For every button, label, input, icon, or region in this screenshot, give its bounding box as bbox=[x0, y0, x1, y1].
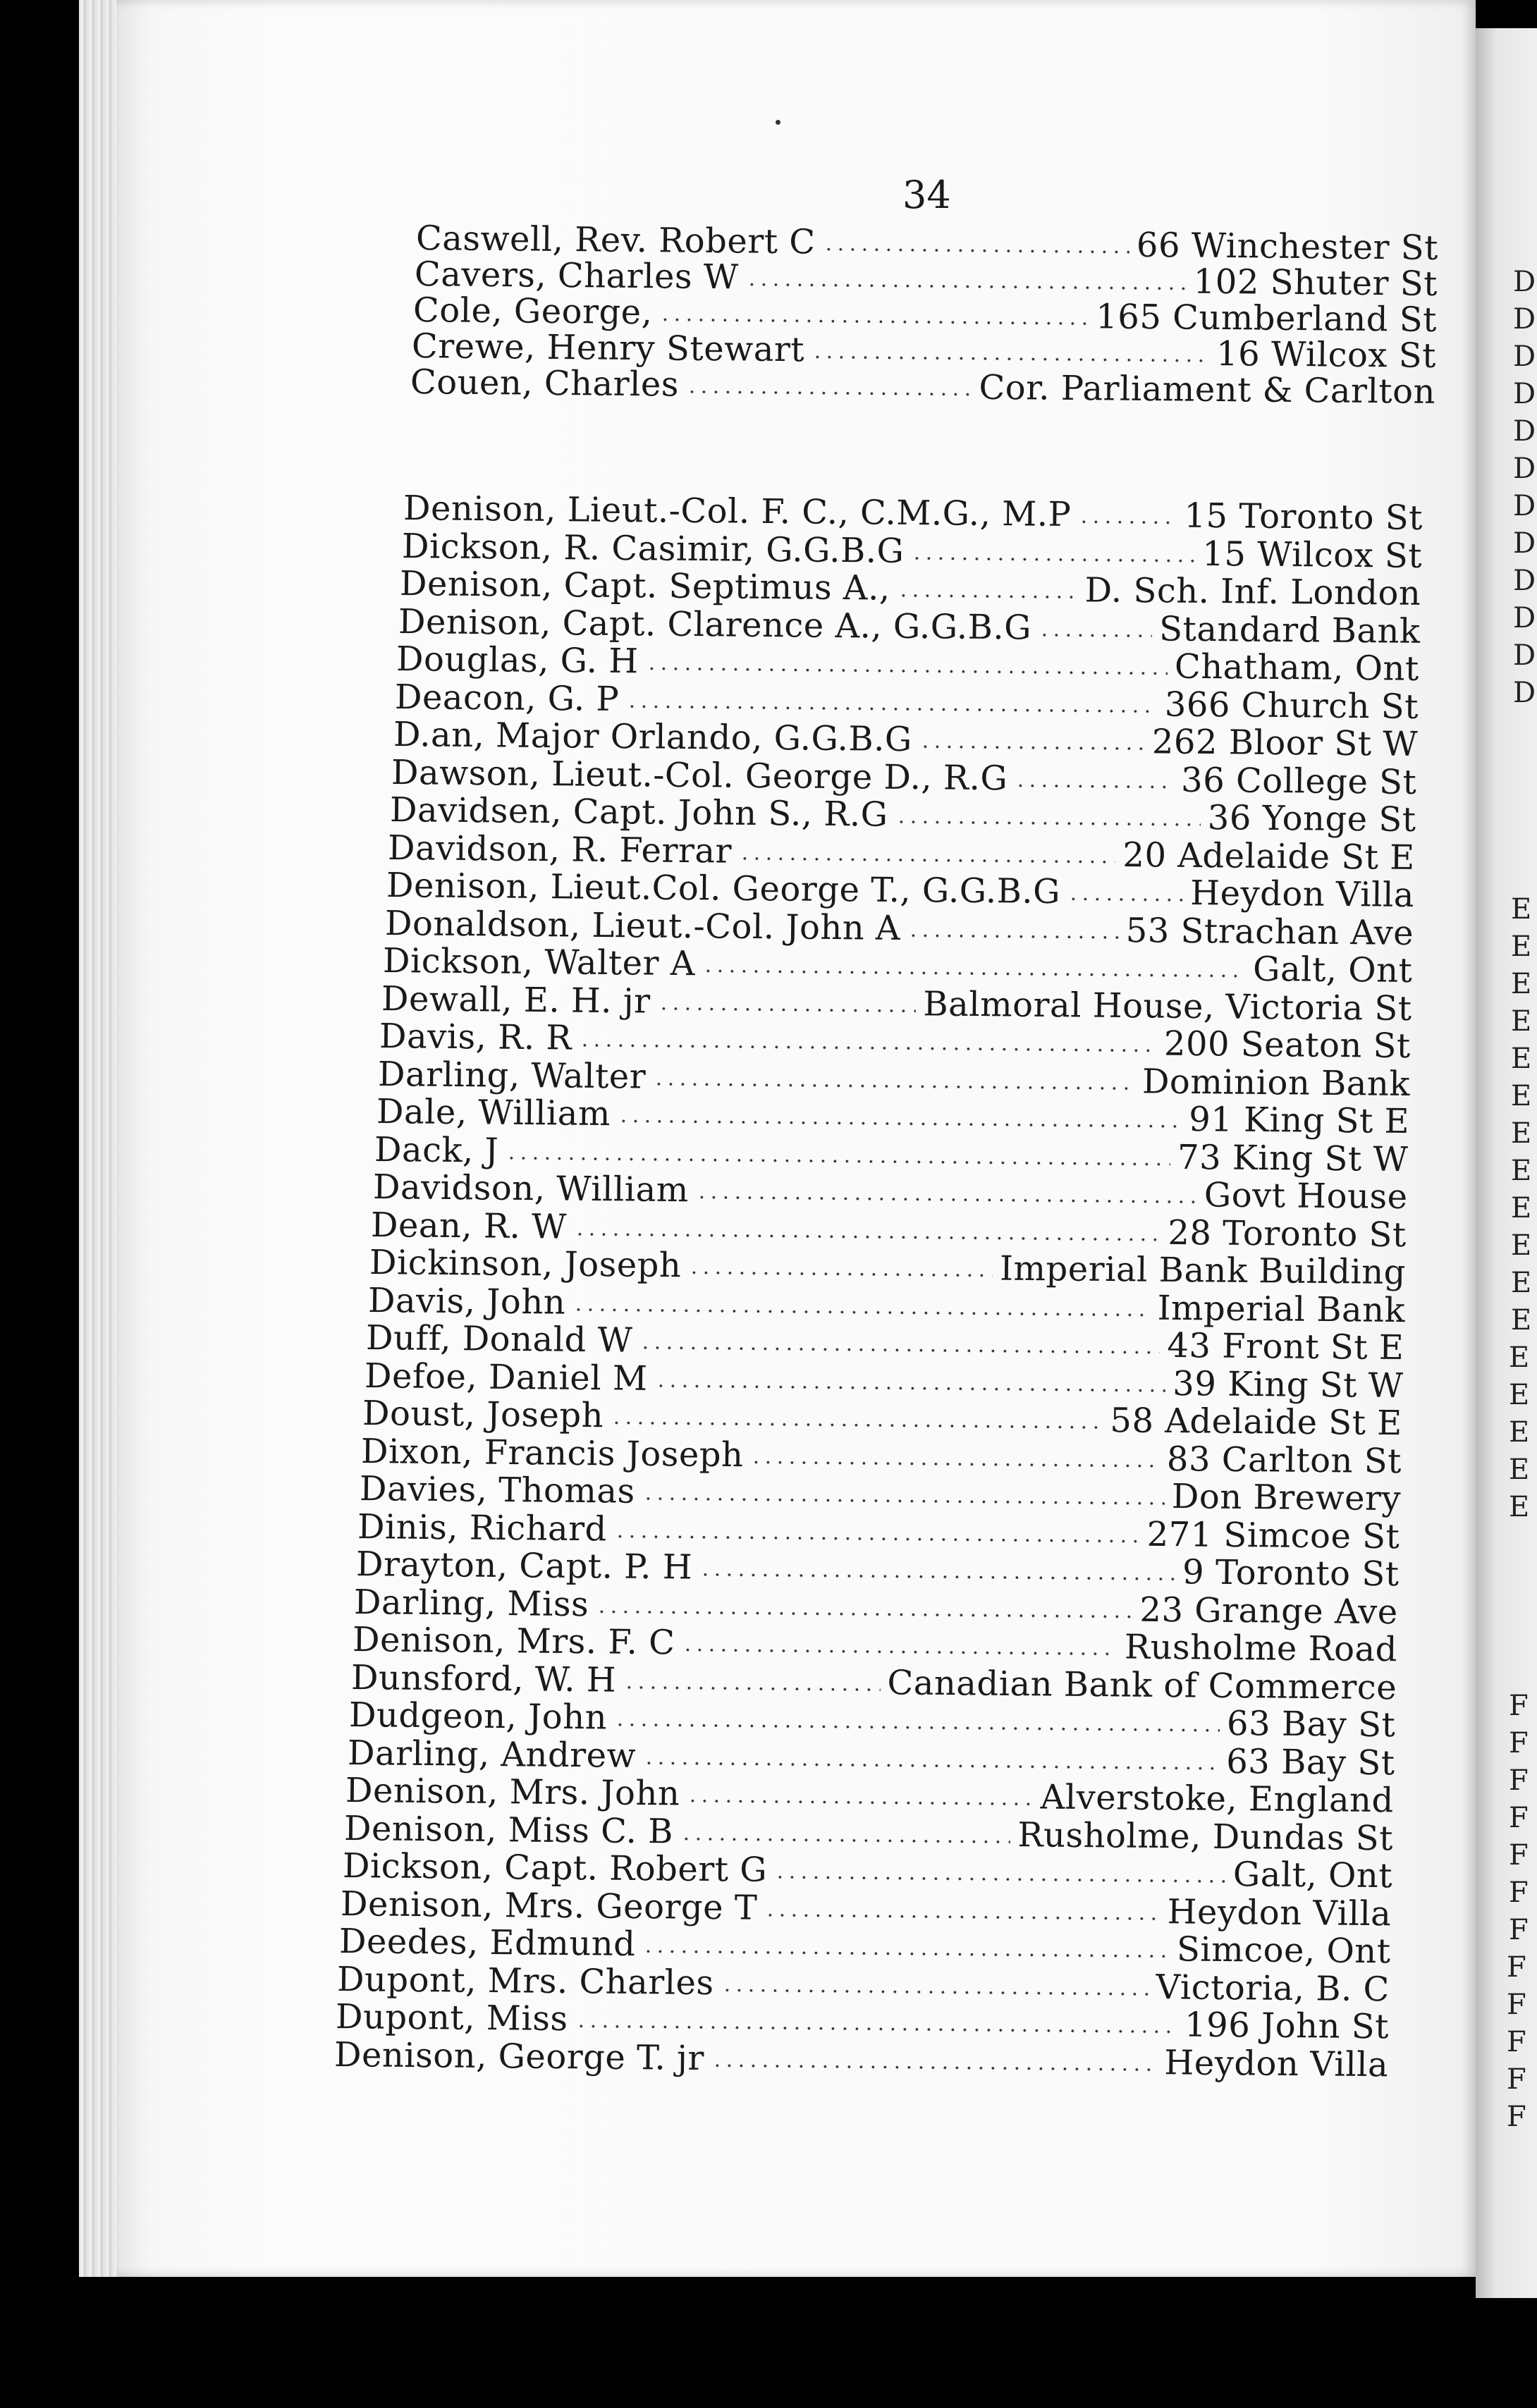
entry-address: 66 Winchester St bbox=[1136, 225, 1439, 268]
entry-name: Denison, Lieut.Col. George T., G.G.B.G bbox=[386, 866, 1061, 912]
entry-name: Douglas, G. H bbox=[396, 639, 639, 682]
entry-name: Dunsford, W. H bbox=[350, 1657, 616, 1700]
dot-leader bbox=[643, 1760, 1219, 1770]
entry-address: 102 Shuter St bbox=[1193, 262, 1438, 304]
entry-name: Davidson, R. Ferrar bbox=[388, 828, 733, 871]
facing-page-letter: E bbox=[1509, 1491, 1530, 1523]
facing-page-letter: D bbox=[1513, 490, 1536, 522]
entry-name: Dupont, Mrs. Charles bbox=[337, 1959, 715, 2003]
dot-leader bbox=[739, 856, 1116, 864]
entry-address: 91 King St E bbox=[1188, 1100, 1409, 1142]
facing-page-letter: F bbox=[1507, 2026, 1526, 2058]
dot-leader bbox=[774, 1875, 1226, 1884]
entry-address: 20 Adelaide St E bbox=[1122, 835, 1416, 878]
entry-name: Davis, R. R bbox=[379, 1016, 572, 1058]
facing-page-letter: E bbox=[1511, 1043, 1532, 1075]
directory-entry bbox=[410, 364, 1435, 411]
entry-address: Heydon Villa bbox=[1167, 1891, 1392, 1934]
facing-page-letter: E bbox=[1509, 1454, 1530, 1486]
entry-name: Denison, George T. jr bbox=[333, 2034, 704, 2078]
entry-name: Denison, Miss C. B bbox=[343, 1808, 674, 1851]
entry-name: Denison, Capt. Septimus A., bbox=[399, 564, 891, 608]
dot-leader bbox=[659, 317, 1089, 326]
entry-address: Simcoe, Ont bbox=[1176, 1929, 1391, 1972]
dot-leader bbox=[686, 390, 972, 397]
entry-address: 53 Strachan Ave bbox=[1125, 910, 1414, 953]
facing-page-letter: D bbox=[1513, 677, 1536, 709]
entry-name: Denison, Lieut.-Col. F. C., C.M.G., M.P bbox=[403, 489, 1072, 535]
dot-leader bbox=[898, 594, 1078, 599]
facing-page-letter: D bbox=[1513, 565, 1536, 597]
entry-name: Denison, Mrs. F. C bbox=[352, 1620, 675, 1663]
entry-name: Dewall, E. H. jr bbox=[381, 978, 651, 1021]
entry-name: Dickson, Walter A bbox=[382, 941, 696, 984]
entry-name: Cole, George, bbox=[412, 290, 653, 333]
entry-name: Crewe, Henry Stewart bbox=[411, 326, 805, 370]
entry-address: Rusholme Road bbox=[1124, 1627, 1398, 1670]
dot-leader bbox=[657, 1006, 916, 1013]
facing-page-letter: E bbox=[1509, 1341, 1530, 1374]
entry-name: Dinis, Richard bbox=[357, 1506, 608, 1549]
entry-name: Caswell, Rev. Robert C bbox=[415, 219, 816, 262]
entry-address: 63 Bay St bbox=[1225, 1741, 1395, 1783]
dot-leader bbox=[1039, 632, 1152, 638]
entry-address: 15 Toronto St bbox=[1184, 496, 1423, 538]
entry-name: Dawson, Lieut.-Col. George D., R.G bbox=[391, 752, 1008, 798]
dot-leader bbox=[596, 1609, 1132, 1618]
entry-name: Drayton, Capt. P. H bbox=[355, 1544, 693, 1587]
dot-leader bbox=[682, 1647, 1117, 1656]
facing-page-letter: F bbox=[1509, 1802, 1529, 1834]
facing-page-letter: F bbox=[1509, 1764, 1529, 1797]
facing-page-letter: D bbox=[1513, 415, 1536, 448]
dot-leader bbox=[614, 1534, 1140, 1543]
entry-name: Davis, John bbox=[367, 1280, 566, 1322]
entry-name: Dickson, Capt. Robert G bbox=[342, 1846, 767, 1890]
facing-page-letter: E bbox=[1511, 1117, 1532, 1150]
dot-leader bbox=[699, 1572, 1175, 1580]
entry-name: Davidson, William bbox=[372, 1167, 689, 1210]
entry-name: D.an, Major Orlando, G.G.B.G bbox=[393, 715, 912, 760]
entry-address: 262 Bloor St W bbox=[1151, 722, 1418, 764]
dot-leader bbox=[574, 1231, 1161, 1241]
dot-leader bbox=[695, 1195, 1196, 1204]
entry-address: Rusholme, Dundas St bbox=[1017, 1814, 1394, 1858]
entry-address: Galt, Ont bbox=[1232, 1855, 1392, 1896]
dot-leader bbox=[1015, 783, 1174, 789]
dot-leader bbox=[680, 1836, 1011, 1843]
dot-leader bbox=[907, 933, 1119, 939]
entry-address: 271 Simcoe St bbox=[1146, 1514, 1400, 1556]
dot-leader bbox=[750, 1460, 1160, 1468]
facing-page-letter: F bbox=[1509, 1876, 1529, 1909]
entry-address: 63 Bay St bbox=[1226, 1703, 1396, 1745]
facing-page-letter: E bbox=[1511, 1304, 1532, 1337]
entry-address: 366 Church St bbox=[1164, 684, 1419, 727]
dot-leader bbox=[822, 247, 1129, 254]
entry-name: Darling, Walter bbox=[377, 1054, 647, 1097]
entry-address: 58 Adelaide St E bbox=[1110, 1401, 1403, 1444]
entry-address: Dominion Bank bbox=[1141, 1061, 1411, 1104]
facing-page-letter: F bbox=[1507, 1951, 1526, 1984]
facing-page-letter: F bbox=[1509, 1914, 1529, 1946]
entry-name: Doust, Joseph bbox=[362, 1394, 604, 1436]
entry-name: Dixon, Francis Joseph bbox=[360, 1431, 744, 1475]
facing-page-letter: E bbox=[1511, 1192, 1532, 1224]
facing-page-letter: D bbox=[1513, 602, 1536, 634]
facing-page-letter: D bbox=[1513, 527, 1536, 560]
dot-leader bbox=[654, 1383, 1165, 1392]
facing-page-letter: E bbox=[1511, 930, 1532, 963]
facing-page-letter: F bbox=[1509, 1839, 1529, 1872]
entry-name: Cavers, Charles W bbox=[414, 254, 739, 297]
facing-page-letter: F bbox=[1507, 1989, 1526, 2021]
dot-leader bbox=[642, 1949, 1170, 1958]
facing-page-letter: E bbox=[1511, 1267, 1532, 1299]
facing-page-letter: D bbox=[1513, 340, 1536, 373]
entry-address: Heydon Villa bbox=[1163, 2042, 1388, 2084]
entry-address: 23 Grange Ave bbox=[1139, 1590, 1399, 1632]
entry-name: Davidsen, Capt. John S., R.G bbox=[389, 790, 888, 835]
directory-entry bbox=[333, 2034, 1388, 2084]
entry-address: 28 Toronto St bbox=[1168, 1212, 1407, 1255]
entry-address: 83 Carlton St bbox=[1166, 1439, 1402, 1481]
entry-address: 165 Cumberland St bbox=[1096, 297, 1438, 340]
dot-leader bbox=[579, 1043, 1157, 1053]
dot-leader bbox=[1078, 520, 1177, 524]
facing-page-letter: F bbox=[1509, 1690, 1529, 1722]
entry-address: 16 Wilcox St bbox=[1215, 333, 1437, 376]
entry-name: Donaldson, Lieut.-Col. John A bbox=[384, 903, 900, 948]
facing-page-letter: E bbox=[1511, 968, 1532, 1000]
facing-page-letter: D bbox=[1513, 453, 1536, 485]
dot-leader bbox=[702, 969, 1246, 978]
entry-address: 36 College St bbox=[1181, 760, 1417, 802]
entry-name: Defoe, Daniel M bbox=[364, 1356, 648, 1399]
entry-address: D. Sch. Inf. London bbox=[1084, 570, 1421, 613]
dot-leader bbox=[919, 744, 1144, 751]
facing-page-letter: D bbox=[1513, 639, 1536, 672]
facing-page-letter: D bbox=[1513, 378, 1536, 410]
facing-page-letter: D bbox=[1513, 303, 1536, 336]
facing-page-letter: E bbox=[1511, 1005, 1532, 1038]
dot-leader bbox=[812, 355, 1209, 362]
entry-address: Galt, Ont bbox=[1253, 949, 1413, 991]
entry-address: 73 King St W bbox=[1177, 1137, 1409, 1179]
entry-address: Cor. Parliament & Carlton bbox=[979, 367, 1436, 412]
dot-leader bbox=[687, 1798, 1034, 1806]
entry-name: Dean, R. W bbox=[371, 1205, 568, 1247]
entry-address: 9 Toronto St bbox=[1182, 1552, 1400, 1595]
dot-leader bbox=[711, 2063, 1157, 2071]
dot-leader bbox=[506, 1155, 1170, 1166]
entry-address: Balmoral House, Victoria St bbox=[922, 983, 1412, 1028]
facing-page-letter: E bbox=[1511, 1229, 1532, 1262]
facing-page-letter: F bbox=[1509, 1727, 1529, 1759]
entry-address: Imperial Bank Building bbox=[999, 1248, 1407, 1293]
dot-leader bbox=[646, 666, 1168, 675]
dot-leader bbox=[572, 1307, 1150, 1317]
dot-leader bbox=[639, 1346, 1160, 1355]
dot-leader bbox=[611, 1420, 1103, 1430]
entry-name: Deedes, Edmund bbox=[338, 1922, 636, 1965]
entry-name: Davies, Thomas bbox=[359, 1469, 635, 1511]
facing-page-letter: E bbox=[1509, 1416, 1530, 1449]
entry-address: Don Brewery bbox=[1171, 1477, 1401, 1519]
dot-leader bbox=[642, 1497, 1164, 1506]
entry-name: Darling, Andrew bbox=[347, 1733, 637, 1776]
entry-name: Couen, Charles bbox=[410, 362, 680, 405]
facing-page-letter: E bbox=[1509, 1379, 1530, 1411]
entry-address: Alverstoke, England bbox=[1040, 1777, 1395, 1821]
facing-page-letter: E bbox=[1511, 893, 1532, 926]
dot-leader bbox=[626, 704, 1158, 713]
dot-leader bbox=[623, 1685, 880, 1691]
dot-leader bbox=[895, 820, 1200, 827]
entry-address: Imperial Bank bbox=[1156, 1288, 1405, 1330]
dot-leader bbox=[911, 555, 1195, 563]
dot-leader bbox=[764, 1912, 1160, 1920]
entry-address: Chatham, Ont bbox=[1175, 646, 1420, 689]
entry-address: 200 Seaton St bbox=[1164, 1024, 1412, 1067]
dot-leader bbox=[575, 2024, 1177, 2034]
facing-page-letter: F bbox=[1507, 2063, 1526, 2096]
entry-name: Denison, Mrs. George T bbox=[340, 1884, 758, 1928]
entry-name: Dickinson, Joseph bbox=[369, 1243, 682, 1286]
facing-page-letter: D bbox=[1513, 266, 1536, 298]
entry-address: 15 Wilcox St bbox=[1201, 534, 1422, 576]
facing-page-letter: F bbox=[1507, 2101, 1526, 2133]
entry-address: Heydon Villa bbox=[1190, 873, 1415, 915]
entry-name: Dudgeon, John bbox=[348, 1695, 608, 1738]
dot-leader bbox=[1067, 897, 1183, 902]
facing-page-letter: E bbox=[1511, 1080, 1532, 1112]
dot-leader bbox=[614, 1722, 1220, 1732]
dot-leader bbox=[653, 1081, 1135, 1091]
entry-address: Canadian Bank of Commerce bbox=[886, 1662, 1397, 1707]
entry-name: Dickson, R. Casimir, G.G.B.G bbox=[401, 526, 905, 571]
entry-address: Govt House bbox=[1204, 1175, 1408, 1217]
facing-page-letter: E bbox=[1511, 1155, 1532, 1187]
dot-leader bbox=[746, 282, 1187, 290]
entry-address: 36 Yonge St bbox=[1207, 798, 1416, 840]
entry-address: 43 Front St E bbox=[1167, 1325, 1404, 1368]
entry-name: Duff, Donald W bbox=[365, 1318, 633, 1360]
page-number: 34 bbox=[902, 173, 951, 217]
entry-name: Dack, J bbox=[374, 1129, 499, 1171]
entry-name: Denison, Capt. Clarence A., G.G.B.G bbox=[398, 601, 1032, 648]
entry-name: Denison, Mrs. John bbox=[345, 1771, 680, 1814]
entry-address: Victoria, B. C bbox=[1156, 1967, 1390, 2009]
entry-name: Dupont, Miss bbox=[335, 1997, 568, 2039]
dot-leader bbox=[721, 1988, 1149, 1996]
dot-leader bbox=[617, 1119, 1181, 1129]
entry-name: Darling, Miss bbox=[354, 1582, 589, 1624]
dot-leader bbox=[688, 1270, 993, 1277]
entry-name: Dale, William bbox=[376, 1092, 611, 1134]
entry-address: 196 John St bbox=[1184, 2005, 1390, 2047]
entry-name: Deacon, G. P bbox=[394, 677, 620, 719]
entry-address: Standard Bank bbox=[1158, 608, 1421, 651]
entry-address: 39 King St W bbox=[1172, 1363, 1404, 1406]
